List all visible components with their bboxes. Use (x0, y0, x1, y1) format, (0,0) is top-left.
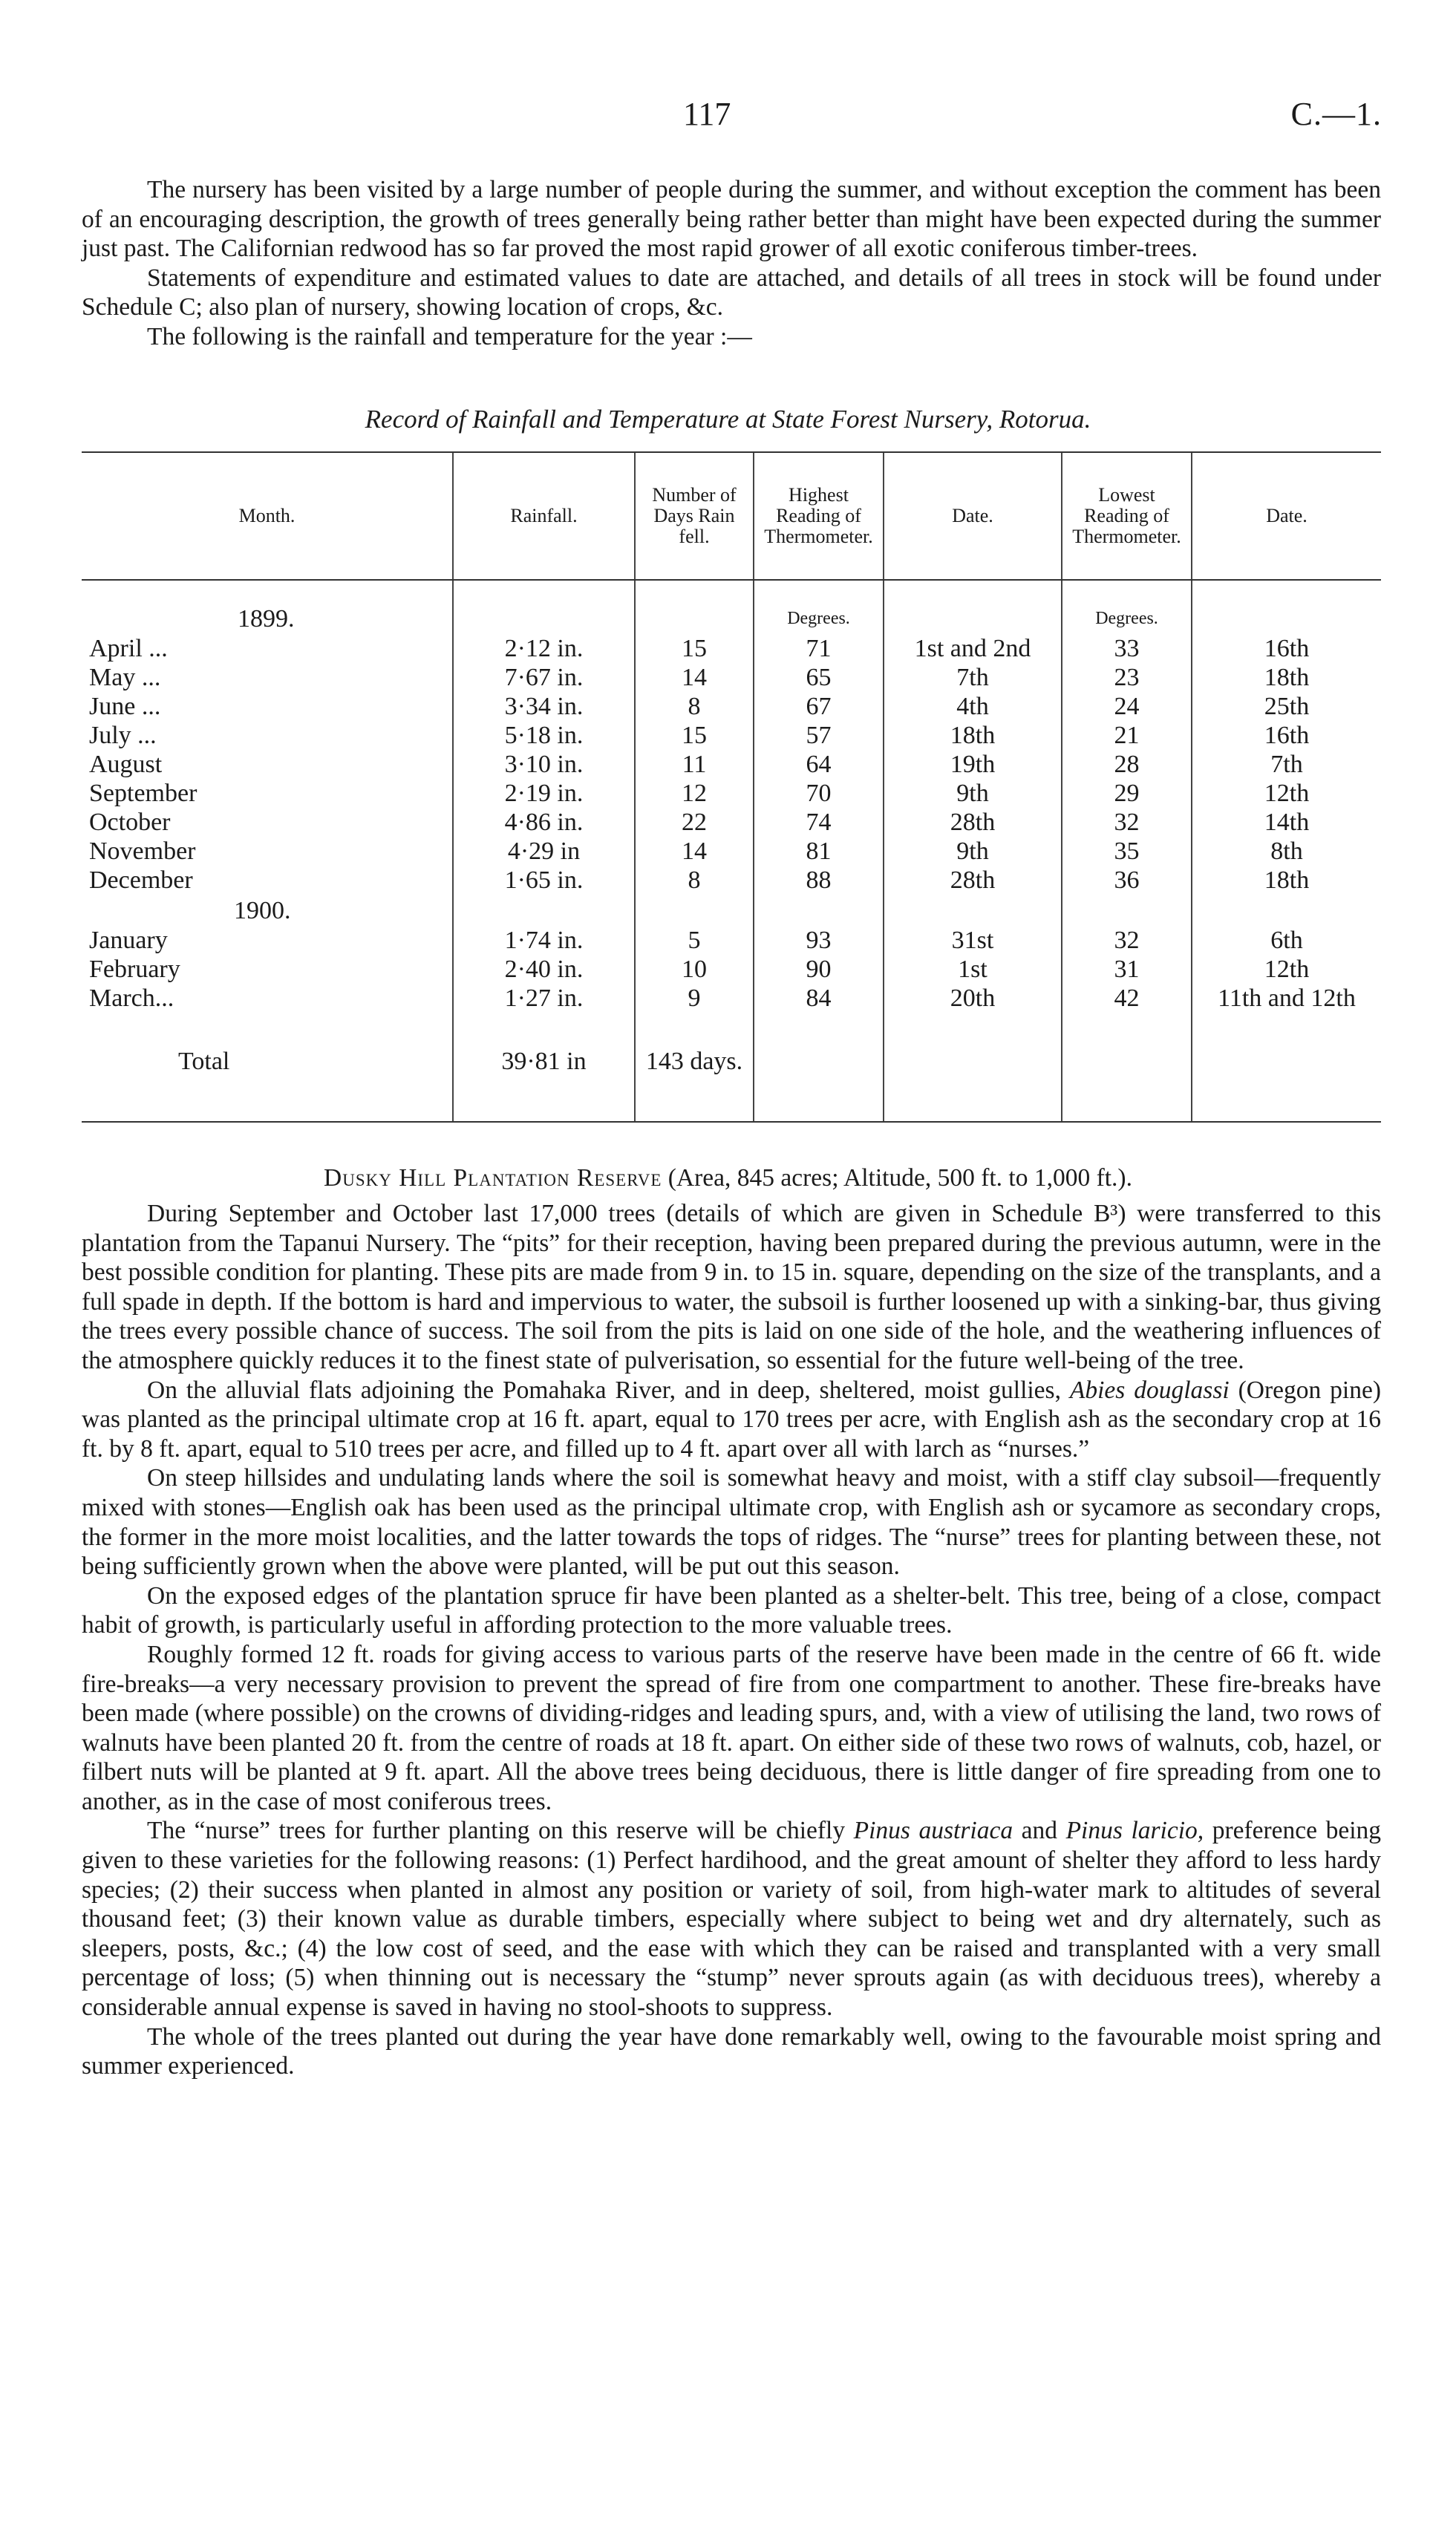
high-date-cell: 9th (884, 837, 1062, 866)
dusky-hill-section (82, 1199, 1381, 2081)
low-cell: 42 (1062, 984, 1192, 1013)
low-date-cell: 12th (1192, 955, 1381, 984)
text-span: The “nurse” trees for further planting on this reserve will be chiefly (147, 1817, 846, 1845)
month-cell (82, 750, 453, 779)
body-paragraph (82, 1816, 1381, 2022)
month-cell (82, 955, 453, 984)
month-label: June ... (89, 693, 161, 720)
high-date-cell: 28th (884, 866, 1062, 895)
high-date-cell: 9th (884, 779, 1062, 808)
low-cell: 21 (1062, 721, 1192, 750)
low-cell: 28 (1062, 750, 1192, 779)
low-date-cell: 18th (1192, 663, 1381, 692)
intro-section (82, 175, 1381, 352)
low-cell: 32 (1062, 926, 1192, 955)
month-cell (82, 634, 453, 663)
species-name: Pinus laricio, (1065, 1817, 1204, 1845)
days-cell: 8 (635, 866, 754, 895)
high-date-cell: 20th (884, 984, 1062, 1013)
empty-cell (1062, 1035, 1192, 1087)
rainfall-cell: 2·40 in. (453, 955, 635, 984)
empty-cell (1192, 1035, 1381, 1087)
species-name: Pinus austriaca (853, 1817, 1013, 1845)
table-row (82, 955, 1381, 984)
rainfall-cell: 5·18 in. (453, 721, 635, 750)
header-month: Month. (82, 452, 453, 580)
table-row (82, 779, 1381, 808)
low-date-cell: 18th (1192, 866, 1381, 895)
year-label: 1900. (234, 896, 291, 924)
days-cell: 15 (635, 634, 754, 663)
empty-cell (1192, 1013, 1381, 1035)
month-cell (82, 984, 453, 1013)
low-date-cell: 16th (1192, 634, 1381, 663)
days-cell: 11 (635, 750, 754, 779)
table-row (82, 663, 1381, 692)
days-cell: 9 (635, 984, 754, 1013)
total-label: Total (178, 1047, 230, 1075)
high-date-cell: 19th (884, 750, 1062, 779)
low-date-cell: 16th (1192, 721, 1381, 750)
rainfall-cell: 7·67 in. (453, 663, 635, 692)
high-cell: 93 (754, 926, 884, 955)
empty-cell (884, 1035, 1062, 1087)
text-span: On the alluvial flats adjoining the Pomahaka River, and in deep, sheltered, moist gullies, (147, 1376, 1061, 1404)
month-cell (82, 692, 453, 721)
month-label: August (89, 751, 163, 778)
body-paragraph: The whole of the trees planted out during the year have done remarkably well, owing to the favourable moist spring and summer experienced. (82, 2022, 1381, 2080)
year-row-1900 (82, 895, 1381, 926)
header-lowest: Lowest Reading of Thermometer. (1062, 452, 1192, 580)
header-highest: Highest Reading of Thermometer. (754, 452, 884, 580)
body-paragraph (82, 1376, 1381, 1464)
year-label: 1899. (238, 604, 295, 633)
empty-cell (1192, 1087, 1381, 1122)
rainfall-temperature-table (82, 451, 1381, 1123)
units-label: Degrees. (1062, 603, 1192, 634)
low-cell: 31 (1062, 955, 1192, 984)
table-header-row (82, 452, 1381, 580)
table-title: Record of Rainfall and Temperature at State Forest Nursery, Rotorua. (365, 405, 1091, 434)
days-cell: 15 (635, 721, 754, 750)
header-low-date: Date. (1192, 452, 1381, 580)
page-header (0, 95, 1456, 140)
days-cell: 5 (635, 926, 754, 955)
low-date-cell: 25th (1192, 692, 1381, 721)
rainfall-cell: 4·86 in. (453, 808, 635, 837)
reserve-details: (Area, 845 acres; Altitude, 500 ft. to 1,000 ft.). (667, 1164, 1132, 1192)
empty-cell (1062, 895, 1192, 926)
empty-cell (1062, 1013, 1192, 1035)
rainfall-cell: 1·27 in. (453, 984, 635, 1013)
high-date-cell: 7th (884, 663, 1062, 692)
empty-cell (754, 1087, 884, 1122)
empty-cell (453, 1013, 635, 1035)
empty-cell (754, 1013, 884, 1035)
days-cell: 8 (635, 692, 754, 721)
high-cell: 88 (754, 866, 884, 895)
high-cell: 90 (754, 955, 884, 984)
low-date-cell: 7th (1192, 750, 1381, 779)
days-cell: 14 (635, 837, 754, 866)
text-span: (Oregon pine) was planted as the principal ultimate crop at 16 ft. apart, equal to 170 trees per acre, with English ash as the secondary crop at 16 ft. by 8 ft. apart, equal to 510 trees per acre, and filled up to 4 ft. apart over all with larch as “nurses.” (82, 1376, 1381, 1463)
high-cell: 67 (754, 692, 884, 721)
high-cell: 74 (754, 808, 884, 837)
rainfall-cell: 2·12 in. (453, 634, 635, 663)
rainfall-cell: 1·74 in. (453, 926, 635, 955)
days-cell: 10 (635, 955, 754, 984)
high-cell: 84 (754, 984, 884, 1013)
low-date-cell: 6th (1192, 926, 1381, 955)
month-cell (82, 808, 453, 837)
table-row (82, 984, 1381, 1013)
empty-cell (635, 1013, 754, 1035)
table-row (82, 837, 1381, 866)
page-number: 117 (683, 96, 731, 132)
month-label: January (89, 927, 168, 954)
table-row (82, 866, 1381, 895)
month-label: February (89, 956, 180, 983)
month-cell (82, 837, 453, 866)
rainfall-table-container (82, 451, 1381, 1123)
rainfall-cell: 1·65 in. (453, 866, 635, 895)
month-cell (82, 721, 453, 750)
month-cell (82, 926, 453, 955)
document-reference: C.—1. (1290, 96, 1382, 132)
low-cell: 32 (1062, 808, 1192, 837)
year-row-1899 (82, 603, 1381, 634)
low-date-cell: 14th (1192, 808, 1381, 837)
high-cell: 57 (754, 721, 884, 750)
high-date-cell: 31st (884, 926, 1062, 955)
high-date-cell: 1st and 2nd (884, 634, 1062, 663)
text-span: and (1021, 1817, 1058, 1845)
low-cell: 24 (1062, 692, 1192, 721)
empty-cell (754, 1035, 884, 1087)
month-label: July ... (89, 722, 157, 749)
units-label: Degrees. (754, 603, 884, 634)
table-row (82, 808, 1381, 837)
empty-cell (884, 1087, 1062, 1122)
species-name: Abies douglassi (1069, 1376, 1230, 1404)
total-row (82, 1035, 1381, 1087)
high-date-cell: 1st (884, 955, 1062, 984)
body-paragraph: On the exposed edges of the plantation spruce fir have been planted as a shelter-belt. This tree, being of a close, compact habit of growth, is particularly useful in affording protection to the more valuable trees. (82, 1581, 1381, 1639)
header-days: Number of Days Rain fell. (635, 452, 754, 580)
empty-cell (1062, 1087, 1192, 1122)
rainfall-cell: 4·29 in (453, 837, 635, 866)
text-span: preference being given to these varieties for the following reasons: (1) Perfect hardihood, and the great amount of shelter they afford to less hardy species; (2) their success when planted in almost any position or variety of soil, from high-water mark to altitudes of several thousand feet; (3) their known value as durable timbers, especially where subject to being wet and dry alternately, such as sleepers, posts, &c.; (4) the low cost of seed, and the ease with which they can be raised and transplanted with a very small percentage of loss; (5) when thinning out is necessary the “stump” never sprouts again (as with deciduous trees), whereby a considerable annual expense is saved in having no stool-shoots to suppress. (82, 1817, 1382, 2022)
empty-cell (754, 895, 884, 926)
empty-cell (453, 1087, 635, 1122)
high-cell: 81 (754, 837, 884, 866)
empty-cell (1192, 895, 1381, 926)
low-cell: 29 (1062, 779, 1192, 808)
table-row (82, 634, 1381, 663)
intro-paragraph: The nursery has been visited by a large number of people during the summer, and without exception the comment has been of an encouraging description, the growth of trees generally being rather better than might have been expected during the summer just past. The Californian redwood has so far proved the most rapid grower of all exotic coniferous timber-trees. (82, 176, 1381, 263)
low-cell: 23 (1062, 663, 1192, 692)
rainfall-cell: 2·19 in. (453, 779, 635, 808)
high-cell: 64 (754, 750, 884, 779)
month-label: October (89, 809, 171, 836)
empty-cell (82, 1087, 453, 1122)
header-high-date: Date. (884, 452, 1062, 580)
empty-cell (635, 1087, 754, 1122)
rainfall-cell: 3·34 in. (453, 692, 635, 721)
month-cell (82, 779, 453, 808)
empty-cell (453, 895, 635, 926)
month-label: May ... (89, 664, 161, 691)
intro-paragraph: Statements of expenditure and estimated values to date are attached, and details of all trees in stock will be found under Schedule C; also plan of nursery, showing location of crops, &c. (82, 264, 1381, 321)
low-cell: 35 (1062, 837, 1192, 866)
days-cell: 14 (635, 663, 754, 692)
month-label: March... (89, 984, 174, 1012)
reserve-name: Dusky Hill Plantation Reserve (324, 1164, 662, 1192)
table-row (82, 721, 1381, 750)
month-cell (82, 866, 453, 895)
intro-paragraph: The following is the rainfall and temperature for the year :— (147, 322, 752, 350)
month-cell (82, 663, 453, 692)
total-days: 143 days. (635, 1035, 754, 1087)
table-row (82, 692, 1381, 721)
month-label: December (89, 866, 193, 894)
low-date-cell: 11th and 12th (1192, 984, 1381, 1013)
month-label: September (89, 780, 197, 807)
high-cell: 70 (754, 779, 884, 808)
section-heading (0, 1164, 1456, 1192)
days-cell: 22 (635, 808, 754, 837)
empty-cell (884, 895, 1062, 926)
low-date-cell: 8th (1192, 837, 1381, 866)
low-cell: 33 (1062, 634, 1192, 663)
high-cell: 65 (754, 663, 884, 692)
body-paragraph: During September and October last 17,000 trees (details of which are given in Schedule B³) were transferred to this plantation from the Tapanui Nursery. The “pits” for their reception, having been prepared during the previous autumn, were in the best possible condition for planting. These pits are made from 9 in. to 15 in. square, depending on the size of the transplants, and a full spade in depth. If the bottom is hard and impervious to water, the subsoil is further loosened up with a sinking-bar, thus giving the trees every possible chance of success. The soil from the pits is laid on one side of the hole, and the weathering influences of the atmosphere quickly reduces it to the finest state of pulverisation, so essential for the future well-being of the tree. (82, 1200, 1381, 1374)
header-rainfall: Rainfall. (453, 452, 635, 580)
body-paragraph: Roughly formed 12 ft. roads for giving access to various parts of the reserve have been made in the centre of 66 ft. wide fire-breaks—a very necessary provision to prevent the spread of fire from one compartment to another. These fire-breaks have been made (where possible) on the crowns of dividing-ridges and leading spurs, and, with a view of utilising the land, two rows of walnuts have been planted 20 ft. from the centre of roads at 18 ft. apart. On either side of these two rows of walnuts, cob, hazel, or filbert nuts will be planted at 9 ft. apart. All the above trees being deciduous, there is little danger of fire spreading from one to another, as in the case of most coniferous trees. (82, 1640, 1381, 1815)
high-cell: 71 (754, 634, 884, 663)
month-label: April ... (89, 635, 168, 662)
high-date-cell: 4th (884, 692, 1062, 721)
low-cell: 36 (1062, 866, 1192, 895)
high-date-cell: 18th (884, 721, 1062, 750)
total-rainfall: 39·81 in (453, 1035, 635, 1087)
days-cell: 12 (635, 779, 754, 808)
empty-cell (884, 1013, 1062, 1035)
empty-cell (635, 895, 754, 926)
low-date-cell: 12th (1192, 779, 1381, 808)
table-row (82, 750, 1381, 779)
table-row (82, 926, 1381, 955)
empty-cell (82, 1013, 453, 1035)
rainfall-cell: 3·10 in. (453, 750, 635, 779)
body-paragraph: On steep hillsides and undulating lands where the soil is somewhat heavy and moist, with a stiff clay subsoil—frequently mixed with stones—English oak has been used as the principal ultimate crop, with English ash or sycamore as secondary crops, the former in the more moist localities, and the latter towards the tops of ridges. The “nurse” trees for planting between these, not being sufficiently grown when the above were planted, will be put out this season. (82, 1464, 1381, 1581)
high-date-cell: 28th (884, 808, 1062, 837)
month-label: November (89, 837, 196, 865)
